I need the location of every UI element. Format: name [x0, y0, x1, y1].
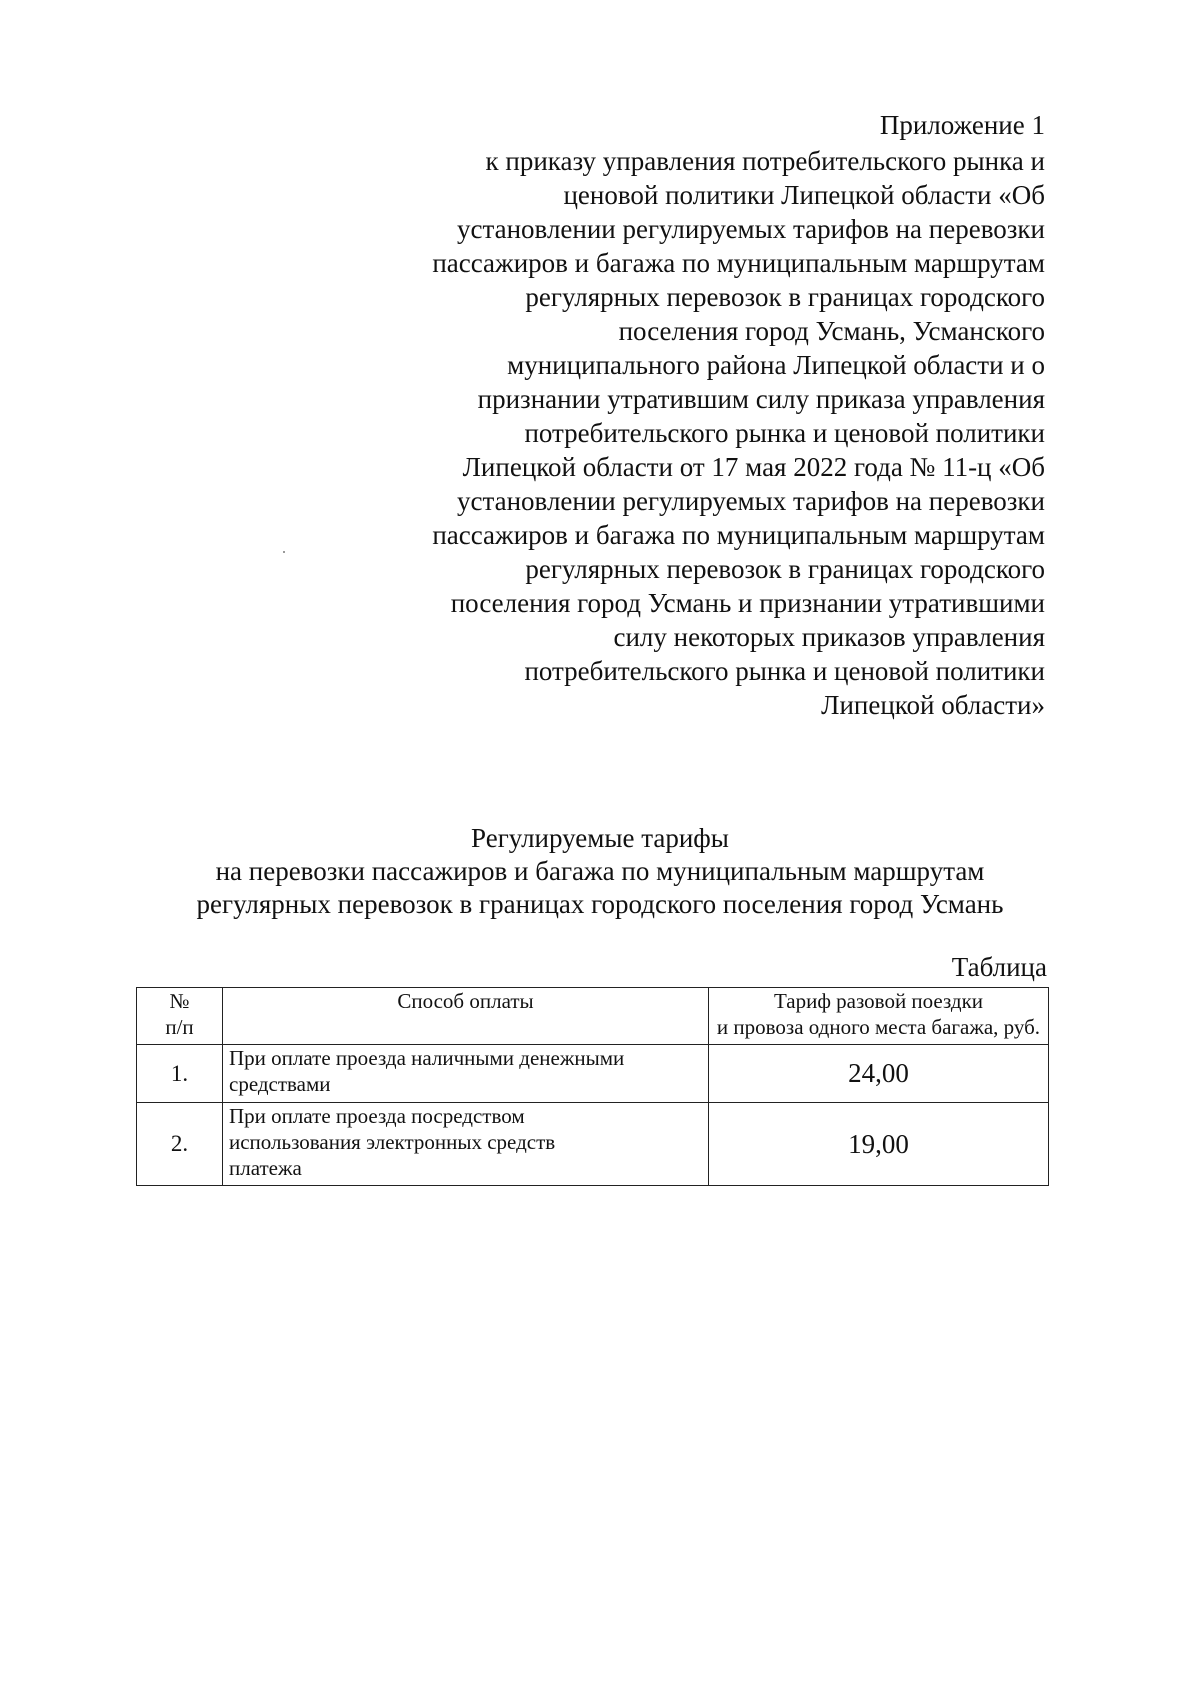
appendix-line: признании утратившим силу приказа управления [477, 384, 1045, 414]
row-method-line: средствами [229, 1072, 331, 1096]
row-number: 1. [137, 1045, 223, 1103]
table-row [137, 1103, 1049, 1186]
appendix-line: поселения город Усмань и признании утратившими [450, 588, 1045, 618]
appendix-line: пассажиров и багажа по муниципальным маршрутам [432, 248, 1045, 278]
appendix-line: силу некоторых приказов управления [613, 622, 1045, 652]
table-header-row [137, 988, 1049, 1045]
appendix-line: регулярных перевозок в границах городского [525, 282, 1045, 312]
appendix-line: к приказу управления потребительского рынка и [485, 146, 1045, 176]
appendix-header [345, 108, 1045, 722]
row-number: 2. [137, 1103, 223, 1186]
appendix-line: пассажиров и багажа по муниципальным маршрутам [432, 520, 1045, 550]
header-tariff-line: и провоза одного места багажа, руб. [716, 1015, 1041, 1039]
appendix-line: поселения город Усмань, Усманского [618, 316, 1045, 346]
row-method [223, 1103, 709, 1186]
appendix-line: Липецкой области от 17 мая 2022 года № 11-ц «Об [462, 452, 1045, 482]
header-number-line: № [169, 989, 190, 1013]
header-method-label: Способ оплаты [397, 989, 534, 1013]
row-tariff: 19,00 [709, 1103, 1049, 1186]
header-method [223, 988, 709, 1045]
row-method-line: При оплате проезда наличными денежными [229, 1046, 625, 1070]
header-tariff-line: Тариф разовой поездки [773, 989, 984, 1013]
title-line: регулярных перевозок в границах городского поселения город Усмань [196, 889, 1004, 919]
title-line: на перевозки пассажиров и багажа по муниципальным маршрутам [215, 856, 985, 886]
header-number-line: п/п [165, 1015, 194, 1039]
appendix-heading: Приложение 1 [879, 110, 1045, 140]
appendix-line: Липецкой области» [821, 690, 1045, 720]
header-tariff [709, 988, 1049, 1045]
scan-speck [283, 551, 285, 553]
appendix-line: ценовой политики Липецкой области «Об [563, 180, 1045, 210]
row-method-line: использования электронных средств [229, 1130, 556, 1154]
appendix-line: потребительского рынка и ценовой политики [524, 418, 1045, 448]
row-method [223, 1045, 709, 1103]
tariff-table [136, 987, 1049, 1186]
appendix-line: регулярных перевозок в границах городского [525, 554, 1045, 584]
table-row [137, 1045, 1049, 1103]
row-tariff: 24,00 [709, 1045, 1049, 1103]
appendix-line: установлении регулируемых тарифов на перевозки [457, 486, 1045, 516]
table-label: Таблица [951, 952, 1047, 982]
row-method-line: платежа [229, 1156, 302, 1180]
header-number [137, 988, 223, 1045]
title-line: Регулируемые тарифы [471, 823, 729, 853]
appendix-line: муниципального района Липецкой области и о [507, 350, 1045, 380]
appendix-line: установлении регулируемых тарифов на перевозки [457, 214, 1045, 244]
document-title [0, 822, 1200, 921]
row-method-line: При оплате проезда посредством [229, 1104, 525, 1128]
appendix-line: потребительского рынка и ценовой политики [524, 656, 1045, 686]
